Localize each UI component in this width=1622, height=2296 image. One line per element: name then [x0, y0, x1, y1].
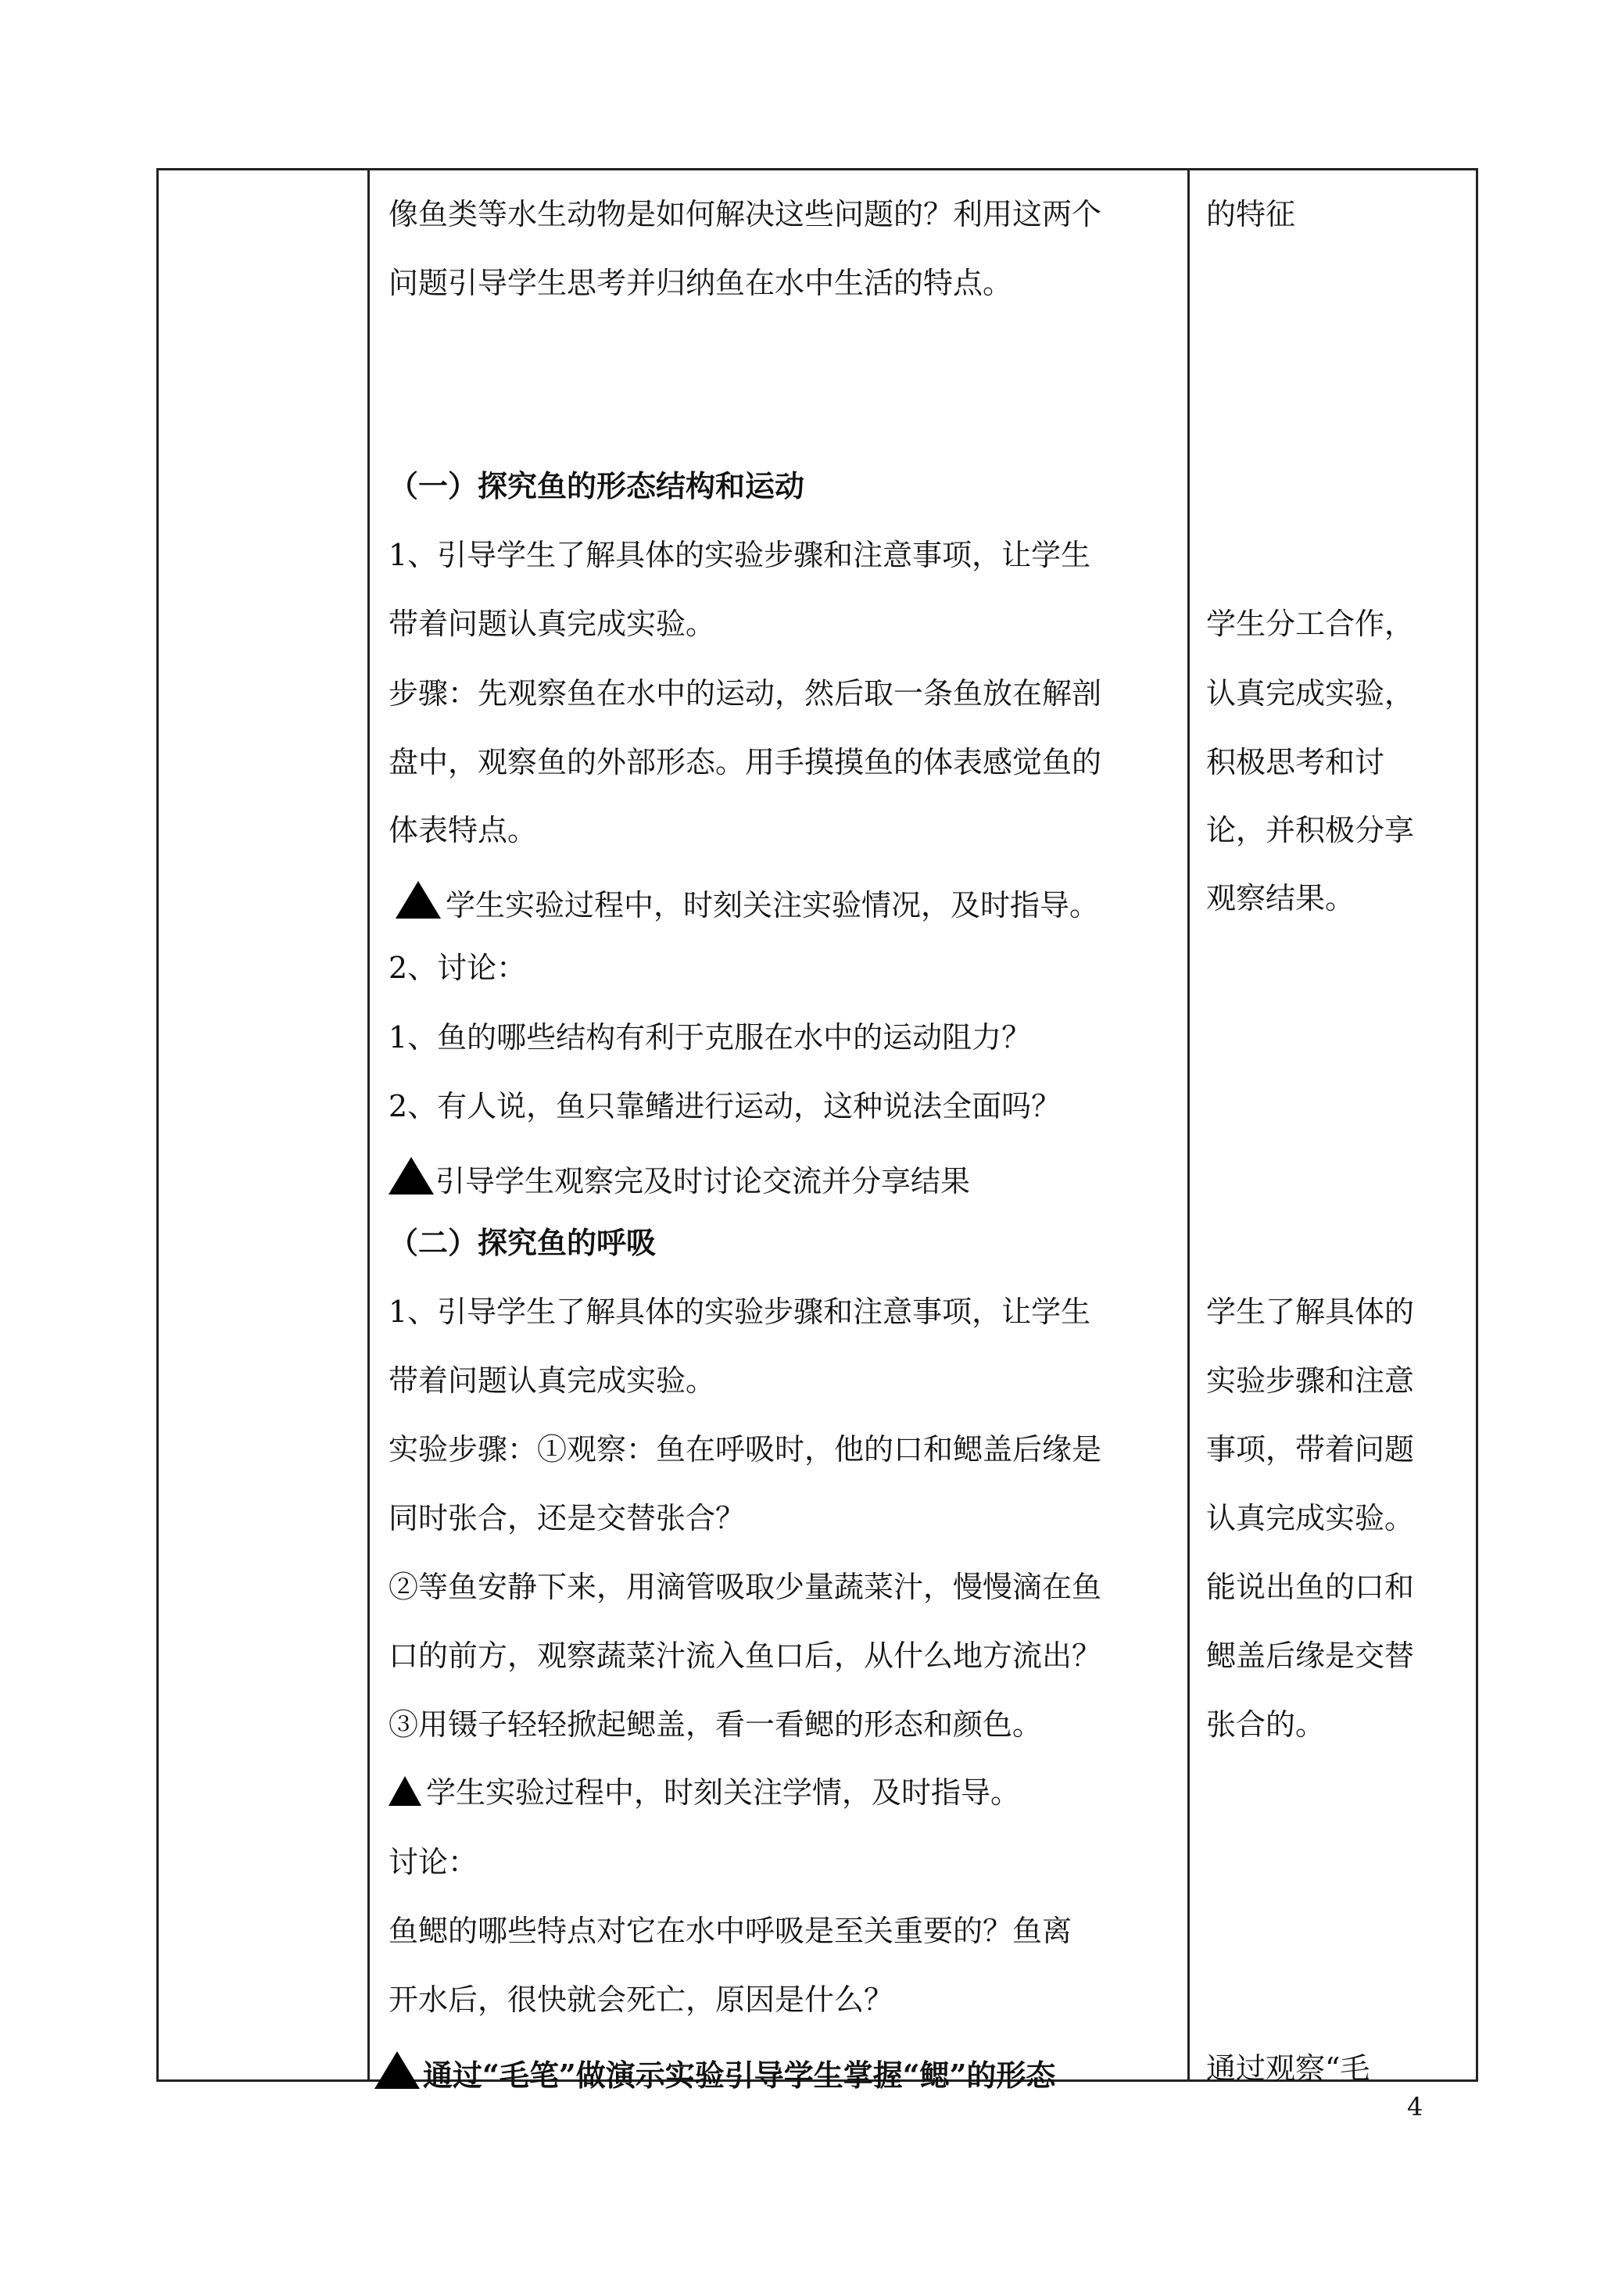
student-activity-line: 事项，带着问题: [1206, 1432, 1415, 1467]
section-1-tip: 引导学生观察完及时讨论交流并分享结果: [388, 1157, 970, 1198]
student-activity-line: 张合的。: [1206, 1707, 1326, 1742]
page-number: 4: [1407, 2092, 1423, 2122]
triangle-icon: [396, 881, 441, 919]
section-1-title: （一）探究鱼的形态结构和运动: [388, 468, 805, 503]
section-1-line: 1、引导学生了解具体的实验步骤和注意事项，让学生: [388, 538, 1091, 572]
section-1-line: 体表特点。: [388, 813, 538, 847]
section-1-line: 步骤：先观察鱼在水中的运动，然后取一条鱼放在解剖: [388, 676, 1102, 711]
section-1-line: 盘中，观察鱼的外部形态。用手摸摸鱼的体表感觉鱼的: [388, 745, 1102, 779]
section-2-title: （二）探究鱼的呼吸: [388, 1225, 657, 1260]
student-activity-line: 认真完成实验，: [1206, 676, 1415, 711]
student-activity-line: 认真完成实验。: [1206, 1501, 1415, 1535]
section-1-line: 带着问题认真完成实验。: [388, 607, 716, 641]
triangle-icon: [374, 2051, 420, 2089]
section-2-tip: 学生实验过程中，时刻关注学情，及时指导。: [388, 1775, 1020, 1810]
column-divider-right: [1187, 170, 1190, 2079]
column-divider-left: [367, 170, 370, 2079]
section-2-line: 讨论：: [388, 1845, 478, 1879]
section-1-line: 2、讨论：: [388, 951, 527, 985]
student-activity-line: 学生分工合作，: [1206, 607, 1415, 641]
section-2-line: 同时张合，还是交替张合？: [388, 1501, 746, 1535]
section-2-line: 鱼鳃的哪些特点对它在水中呼吸是至关重要的？鱼离: [388, 1914, 1072, 1948]
section-2-line: ②等鱼安静下来，用滴管吸取少量蔬菜汁，慢慢滴在鱼: [388, 1570, 1102, 1604]
student-activity-line: 积极思考和讨: [1206, 745, 1385, 779]
triangle-icon: [388, 1776, 421, 1806]
student-activity-line: 实验步骤和注意: [1206, 1363, 1415, 1398]
student-activity-line: 学生了解具体的: [1206, 1295, 1415, 1329]
section-1-tip: 学生实验过程中，时刻关注实验情况，及时指导。: [396, 881, 1099, 922]
intro-line-1: 像鱼类等水生动物是如何解决这些问题的？利用这两个: [388, 197, 1102, 231]
lesson-plan-table: [156, 168, 1478, 2093]
section-2-tip: 通过“毛笔”做演示实验引导学生掌握“鳃”的形态: [374, 2051, 1055, 2093]
section-2-line: 开水后，很快就会死亡，原因是什么？: [388, 1983, 894, 2017]
section-1-line: 1、鱼的哪些结构有利于克服在水中的运动阻力？: [388, 1020, 1032, 1055]
triangle-icon: [388, 1157, 434, 1195]
section-2-line: 1、引导学生了解具体的实验步骤和注意事项，让学生: [388, 1295, 1091, 1329]
section-2-line: 带着问题认真完成实验。: [388, 1363, 716, 1398]
intro-line-2: 问题引导学生思考并归纳鱼在水中生活的特点。: [388, 266, 1013, 300]
student-activity-line: 能说出鱼的口和: [1206, 1570, 1415, 1604]
student-activity-line: 通过观察“毛: [1206, 2051, 1370, 2086]
student-activity-line: 观察结果。: [1206, 881, 1355, 915]
student-activity-line: 的特征: [1206, 197, 1296, 231]
section-2-line: 口的前方，观察蔬菜汁流入鱼口后，从什么地方流出？: [388, 1639, 1102, 1673]
section-2-line: ③用镊子轻轻掀起鳃盖，看一看鳃的形态和颜色。: [388, 1707, 1043, 1742]
student-activity-line: 论，并积极分享: [1206, 813, 1415, 847]
student-activity-line: 鳃盖后缘是交替: [1206, 1639, 1415, 1673]
section-1-line: 2、有人说，鱼只靠鳍进行运动，这种说法全面吗？: [388, 1089, 1062, 1123]
section-2-line: 实验步骤：①观察：鱼在呼吸时，他的口和鳃盖后缘是: [388, 1432, 1102, 1467]
